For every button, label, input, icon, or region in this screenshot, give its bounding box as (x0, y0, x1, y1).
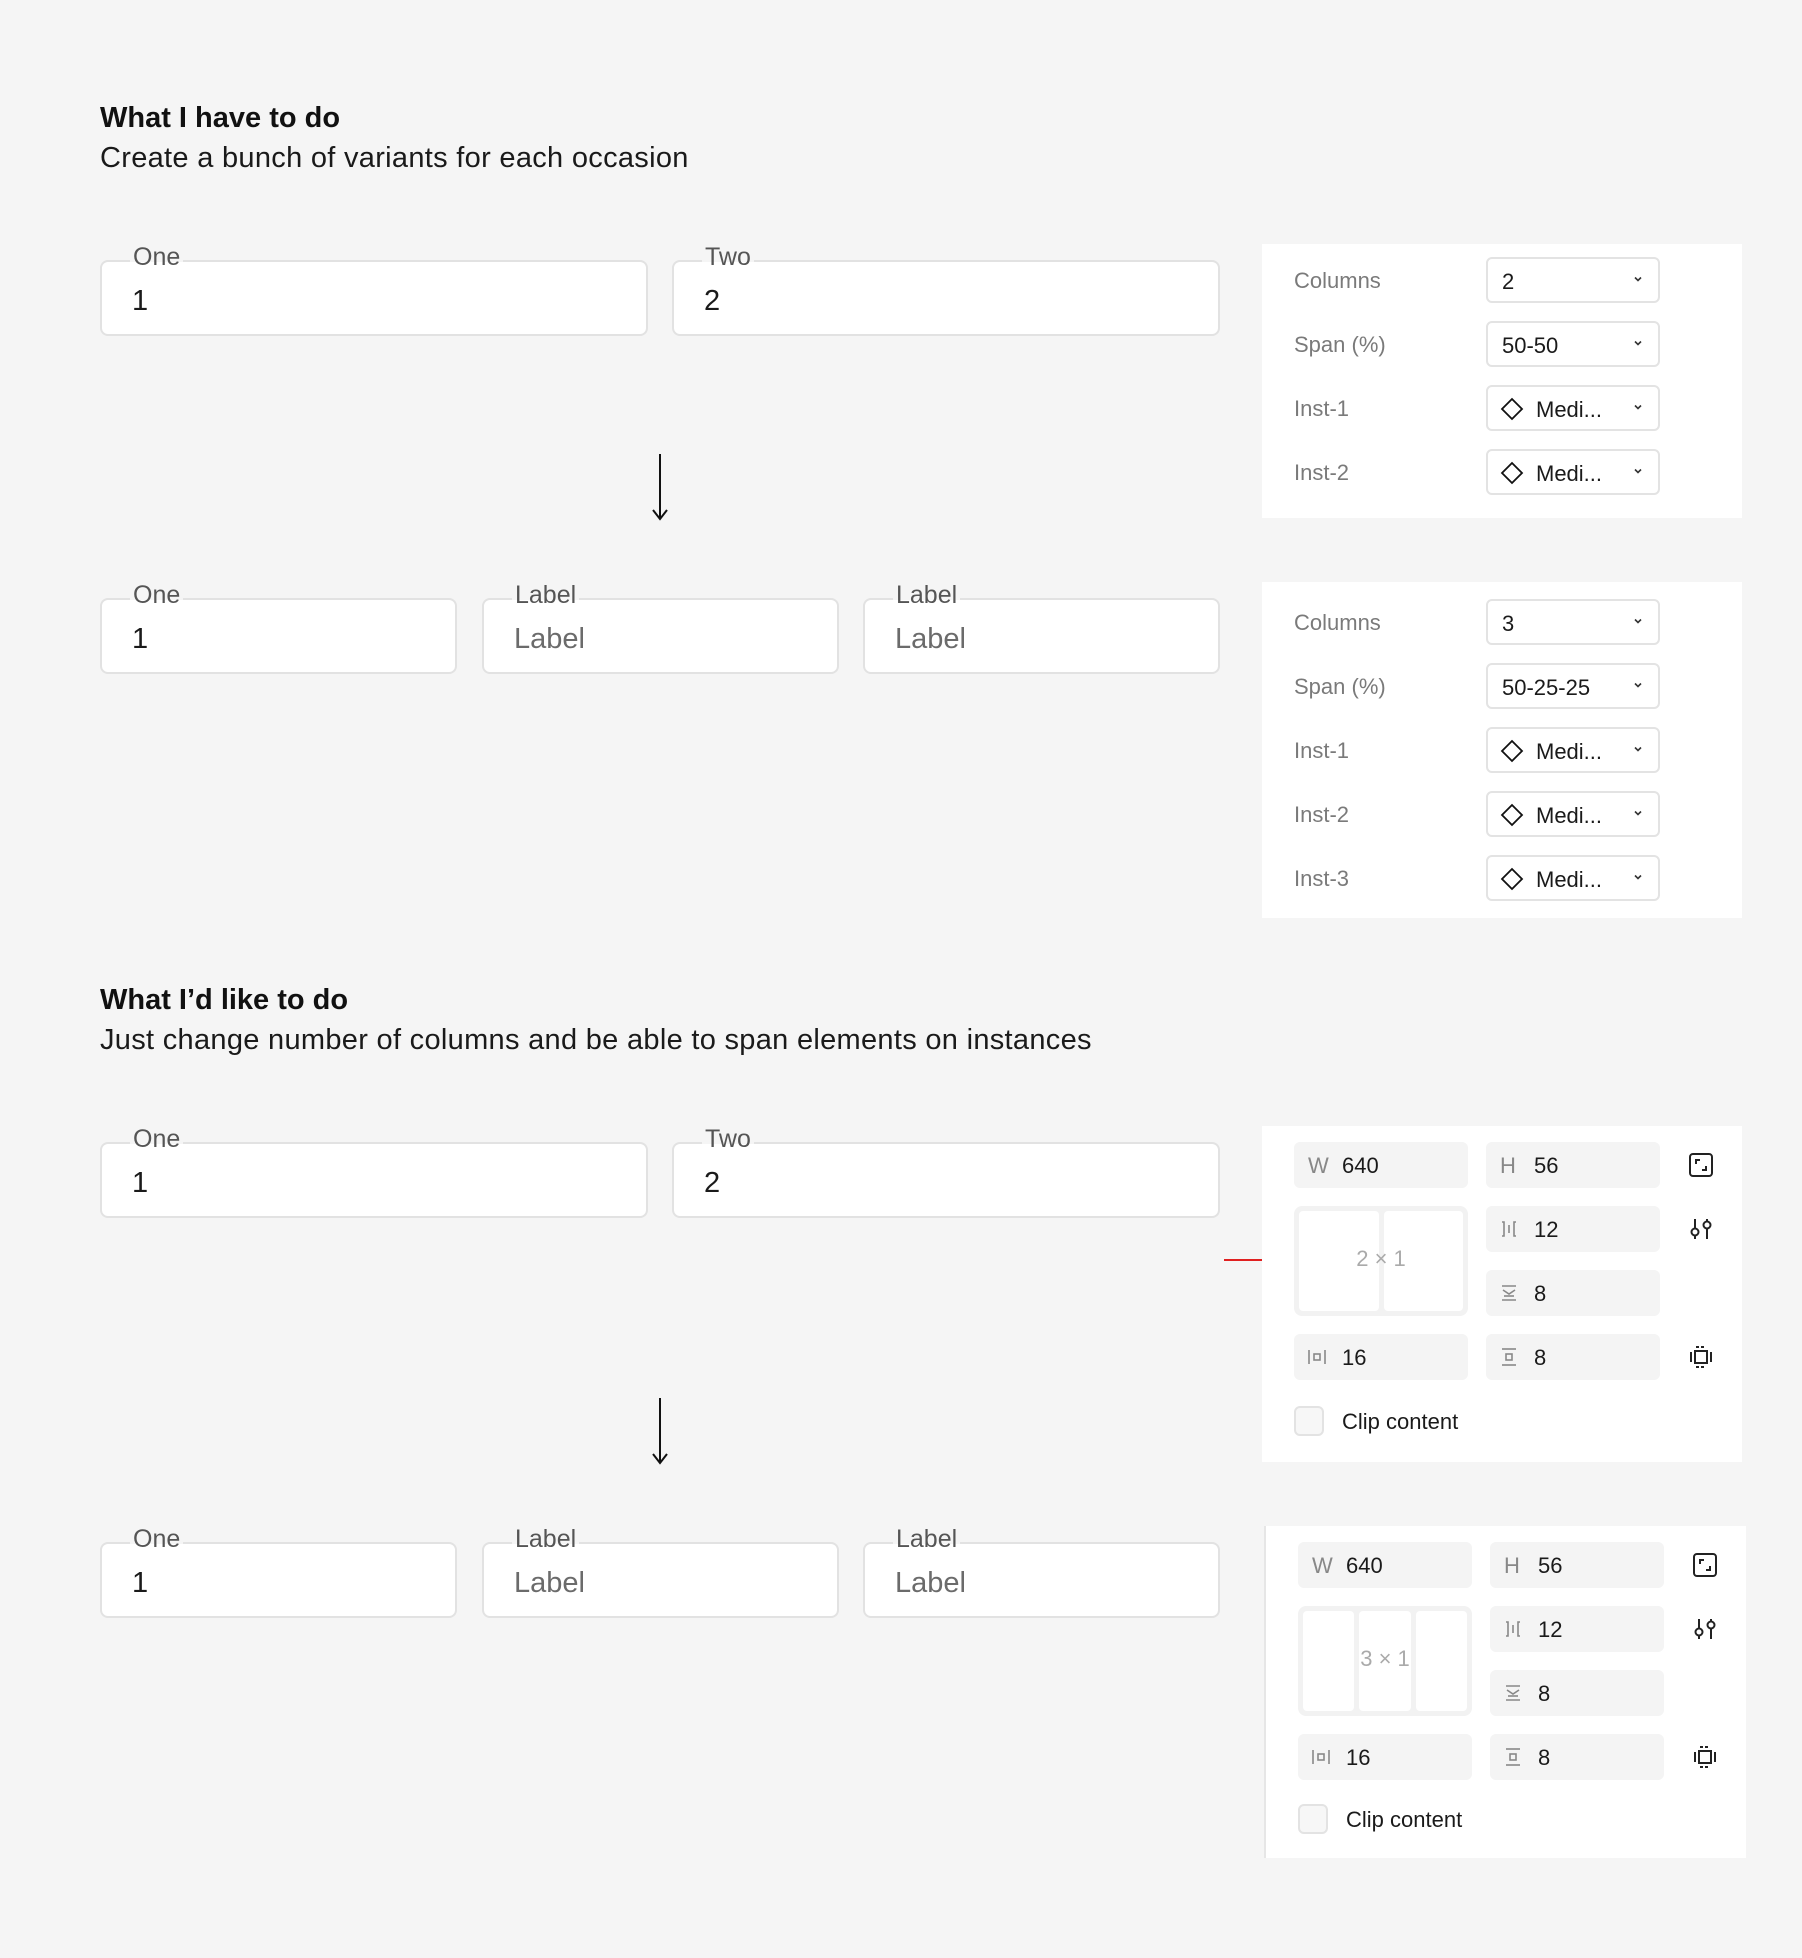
prop-label-span: Span (%) (1294, 332, 1386, 357)
prop-label-inst-1: Inst-1 (1294, 396, 1350, 421)
horizontal-padding-value: 16 (1346, 1745, 1371, 1770)
section-2-subtitle: Just change number of columns and be able to span elements on instances (100, 1024, 1092, 1056)
field-label: One (130, 1124, 183, 1154)
chevron-down-icon (1632, 679, 1644, 691)
vertical-padding-field[interactable] (1486, 1334, 1660, 1380)
span-select[interactable] (1486, 663, 1660, 709)
vertical-padding-icon (1498, 1346, 1520, 1368)
row-gap-value: 8 (1538, 1681, 1551, 1706)
width-field[interactable] (1294, 1142, 1468, 1188)
section-2-title: What I’d like to do (100, 984, 349, 1016)
select-value: Medi... (1536, 739, 1603, 764)
select-value: 50-50 (1502, 333, 1559, 358)
horizontal-padding-field[interactable] (1298, 1734, 1472, 1780)
section-1-subtitle: Create a bunch of variants for each occasion (100, 142, 689, 174)
row-gap-field[interactable] (1486, 1270, 1660, 1316)
resize-to-fit-icon[interactable] (1688, 1152, 1714, 1178)
auto-layout-panel-2 (1262, 1126, 1742, 1462)
chevron-down-icon (1632, 273, 1644, 285)
inst-2-select[interactable] (1486, 449, 1660, 495)
field-value: 1 (132, 285, 149, 317)
resize-to-fit-icon[interactable] (1692, 1552, 1718, 1578)
column-gap-icon (1502, 1618, 1524, 1640)
text-field-one[interactable] (100, 1525, 457, 1618)
select-value: Medi... (1536, 803, 1603, 828)
field-label: Two (702, 242, 754, 272)
vertical-padding-value: 8 (1534, 1345, 1547, 1370)
layout-settings-icon[interactable] (1692, 1616, 1718, 1642)
select-value: Medi... (1536, 867, 1603, 892)
width-prefix: W (1308, 1153, 1329, 1178)
prop-label-span: Span (%) (1294, 674, 1386, 699)
height-prefix: H (1504, 1553, 1520, 1578)
chevron-down-icon (1632, 337, 1644, 349)
field-value: 2 (704, 285, 721, 317)
horizontal-padding-field[interactable] (1294, 1334, 1468, 1380)
vertical-padding-field[interactable] (1490, 1734, 1664, 1780)
row-gap-field[interactable] (1490, 1670, 1664, 1716)
height-field[interactable] (1486, 1142, 1660, 1188)
field-value: 1 (132, 1567, 149, 1599)
field-label: Label (512, 1524, 579, 1554)
text-field-one[interactable] (100, 243, 648, 336)
component-icon (1500, 739, 1524, 763)
field-label: One (130, 1524, 183, 1554)
vertical-padding-icon (1502, 1746, 1524, 1768)
horizontal-padding-value: 16 (1342, 1345, 1367, 1370)
chevron-down-icon (1632, 871, 1644, 883)
columns-select[interactable] (1486, 257, 1660, 303)
section-1-title: What I have to do (100, 102, 341, 134)
column-gap-value: 12 (1538, 1617, 1563, 1642)
prop-label-inst-2: Inst-2 (1294, 460, 1350, 485)
grid-layout-picker[interactable] (1298, 1606, 1472, 1716)
inst-1-select[interactable] (1486, 727, 1660, 773)
grid-layout-picker[interactable] (1294, 1206, 1468, 1316)
clip-content-label: Clip content (1342, 1409, 1459, 1434)
individual-padding-icon[interactable] (1688, 1344, 1714, 1370)
height-prefix: H (1500, 1153, 1516, 1178)
text-field-two[interactable] (672, 243, 1220, 336)
width-value: 640 (1342, 1153, 1379, 1178)
field-label: Label (893, 1524, 960, 1554)
field-label: Two (702, 1124, 754, 1154)
component-icon (1500, 461, 1524, 485)
field-placeholder: Label (895, 623, 966, 655)
text-field-label[interactable] (482, 1525, 839, 1618)
width-value: 640 (1346, 1553, 1383, 1578)
span-select[interactable] (1486, 321, 1660, 367)
prop-label-inst-3: Inst-3 (1294, 866, 1350, 891)
prop-label-columns: Columns (1294, 610, 1381, 635)
column-gap-icon (1498, 1218, 1520, 1240)
inst-1-select[interactable] (1486, 385, 1660, 431)
row-gap-value: 8 (1534, 1281, 1547, 1306)
layout-settings-icon[interactable] (1688, 1216, 1714, 1242)
chevron-down-icon (1632, 615, 1644, 627)
component-icon (1500, 803, 1524, 827)
text-field-label[interactable] (482, 581, 839, 674)
height-value: 56 (1534, 1153, 1559, 1178)
select-value: Medi... (1536, 461, 1603, 486)
chevron-down-icon (1632, 465, 1644, 477)
text-field-label[interactable] (863, 581, 1220, 674)
row-gap-icon (1502, 1682, 1524, 1704)
select-value: 2 (1502, 269, 1515, 294)
variant-properties-panel-3 (1262, 582, 1742, 918)
text-field-two[interactable] (672, 1125, 1220, 1218)
arrow-down-icon (648, 1396, 672, 1466)
field-value: 2 (704, 1167, 721, 1199)
height-value: 56 (1538, 1553, 1563, 1578)
column-gap-value: 12 (1534, 1217, 1559, 1242)
columns-select[interactable] (1486, 599, 1660, 645)
chevron-down-icon (1632, 743, 1644, 755)
field-label: Label (512, 580, 579, 610)
grid-size-label: 2 × 1 (1356, 1246, 1406, 1271)
component-icon (1500, 867, 1524, 891)
prop-label-columns: Columns (1294, 268, 1381, 293)
field-label: Label (893, 580, 960, 610)
prop-label-inst-1: Inst-1 (1294, 738, 1350, 763)
clip-content-checkbox[interactable] (1294, 1406, 1324, 1436)
chevron-down-icon (1632, 401, 1644, 413)
width-prefix: W (1312, 1553, 1333, 1578)
field-placeholder: Label (514, 623, 585, 655)
field-value: 1 (132, 1167, 149, 1199)
grid-size-label: 3 × 1 (1360, 1646, 1410, 1671)
row-gap-icon (1498, 1282, 1520, 1304)
field-placeholder: Label (514, 1567, 585, 1599)
height-field[interactable] (1490, 1542, 1664, 1588)
column-gap-field[interactable] (1490, 1606, 1664, 1652)
prop-label-inst-2: Inst-2 (1294, 802, 1350, 827)
clip-content-label: Clip content (1346, 1807, 1463, 1832)
text-field-label[interactable] (863, 1525, 1220, 1618)
select-value: Medi... (1536, 397, 1603, 422)
component-icon (1500, 397, 1524, 421)
select-value: 3 (1502, 611, 1515, 636)
variant-properties-panel-2 (1262, 244, 1742, 518)
column-gap-field[interactable] (1486, 1206, 1660, 1252)
vertical-padding-value: 8 (1538, 1745, 1551, 1770)
inst-3-select[interactable] (1486, 855, 1660, 901)
horizontal-padding-icon (1306, 1346, 1328, 1368)
individual-padding-icon[interactable] (1692, 1744, 1718, 1770)
field-placeholder: Label (895, 1567, 966, 1599)
arrow-down-icon (648, 452, 672, 522)
field-value: 1 (132, 623, 149, 655)
chevron-down-icon (1632, 807, 1644, 819)
width-field[interactable] (1298, 1542, 1472, 1588)
select-value: 50-25-25 (1502, 675, 1591, 700)
field-label: One (130, 242, 183, 272)
text-field-one[interactable] (100, 581, 457, 674)
field-label: One (130, 580, 183, 610)
text-field-one[interactable] (100, 1125, 648, 1218)
horizontal-padding-icon (1310, 1746, 1332, 1768)
inst-2-select[interactable] (1486, 791, 1660, 837)
auto-layout-panel-3 (1264, 1526, 1746, 1858)
clip-content-checkbox[interactable] (1298, 1804, 1328, 1834)
